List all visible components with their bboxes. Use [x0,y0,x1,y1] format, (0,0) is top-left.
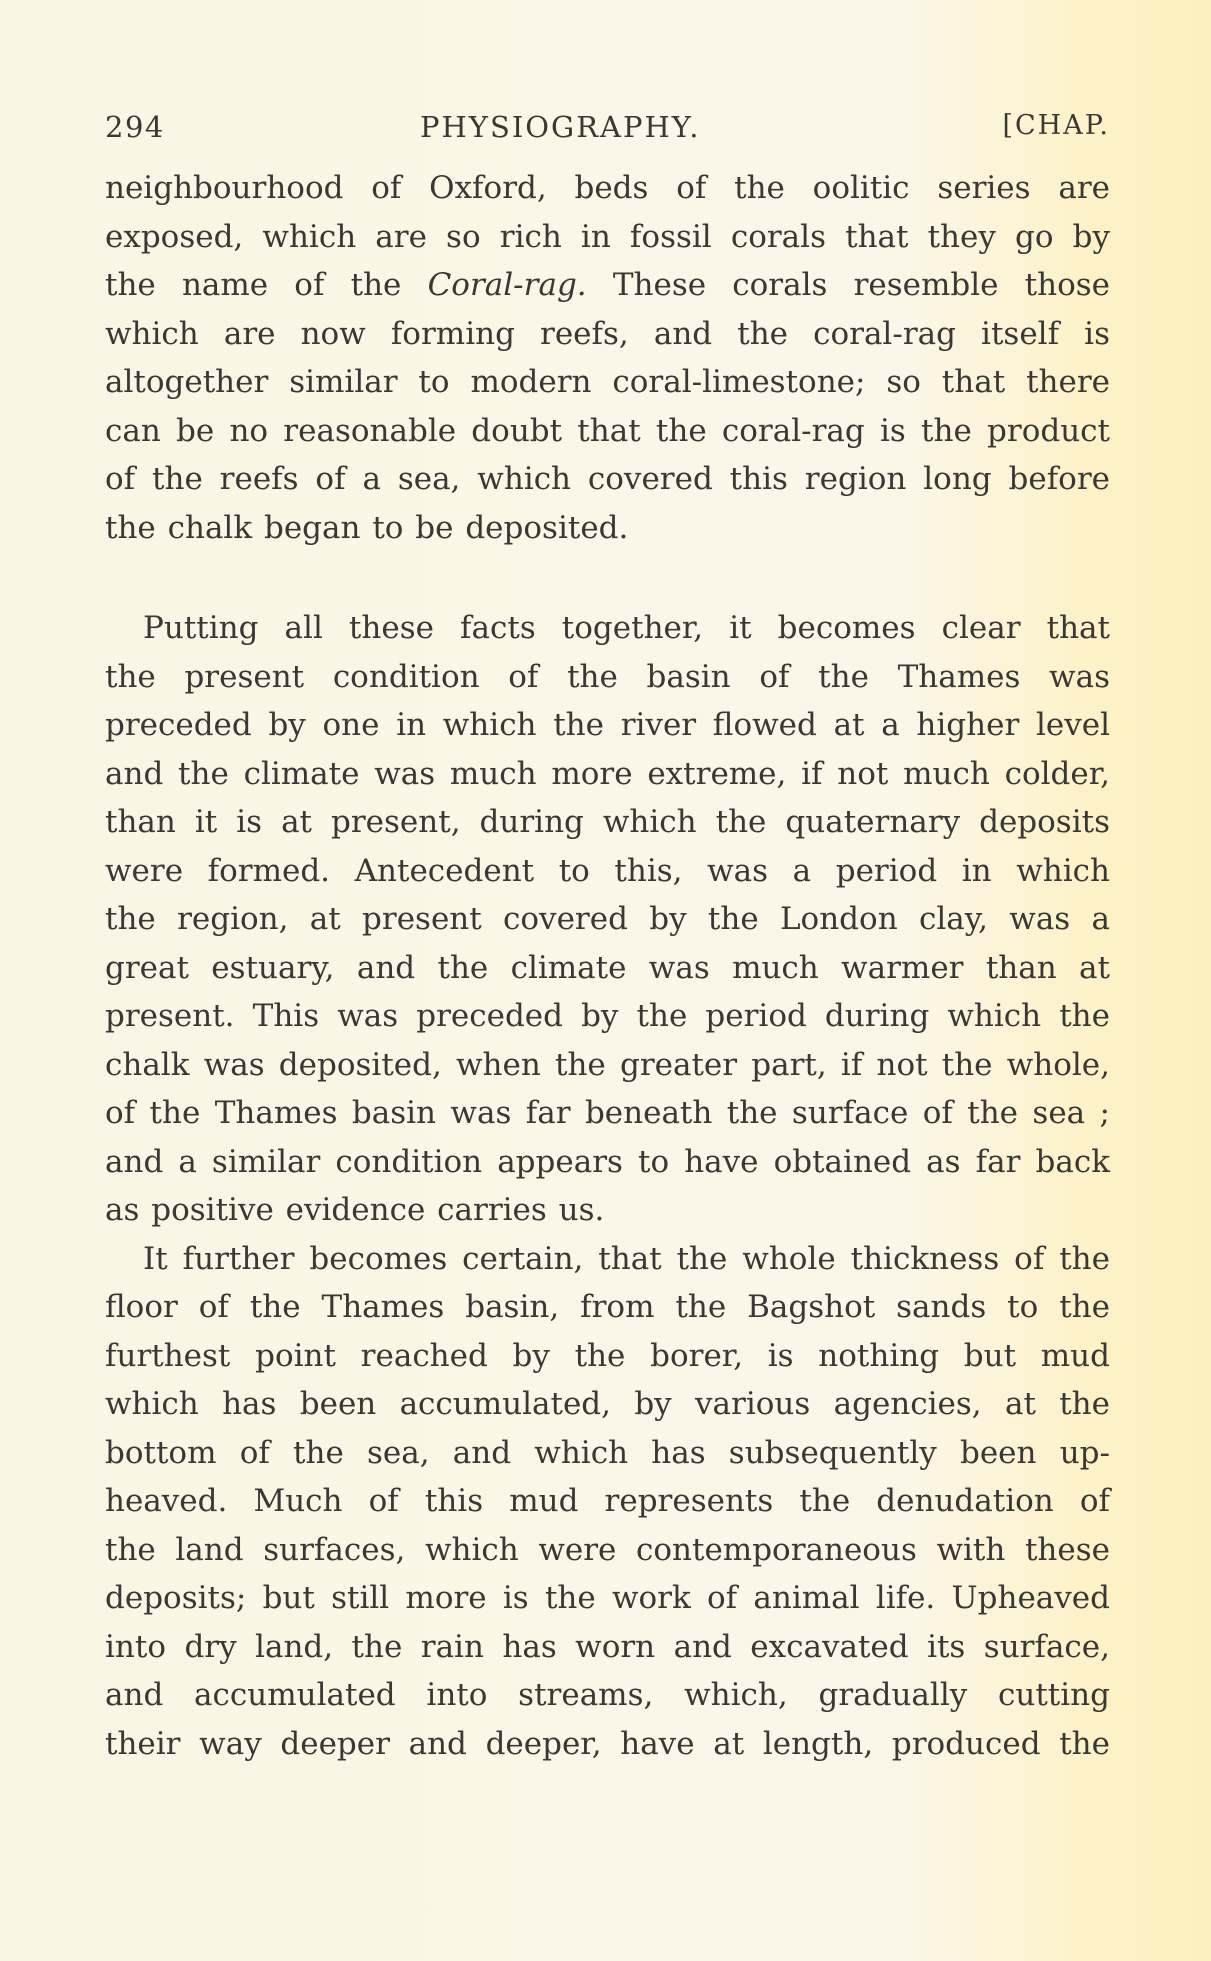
text-line: of the Thames basin was far beneath the surface of the sea ; [105,1095,1110,1131]
text-line: the chalk began to be deposited. [105,509,629,546]
text-segment: These corals resemble those [612,267,1111,303]
page-header [105,110,1110,156]
text-line: floor of the Thames basin, from the Bagshot sands to the [105,1289,1110,1325]
paragraph-1 [105,164,1110,552]
text-line: which has been accumulated, by various agencies, at the [105,1386,1110,1422]
text-line: their way deeper and deeper, have at length, produced the [105,1725,1110,1762]
text-line: Putting all these facts together, it becomes clear that [143,610,1110,646]
text-line: and a similar condition appears to have obtained as far back [105,1143,1110,1180]
page-number: 294 [105,110,165,144]
text-line: the present condition of the basin of the Thames was [105,658,1110,695]
text-line: were formed. Antecedent to this, was a period in which [105,852,1110,889]
text-line: exposed, which are so rich in fossil corals that they go by [105,218,1110,255]
italic-term: Coral-rag. [427,267,587,303]
text-line: of the reefs of a sea, which covered this region long before [105,461,1110,497]
text-line: into dry land, the rain has worn and excavated its surface, [105,1628,1110,1665]
text-line: than it is at present, during which the quaternary deposits [105,804,1110,840]
text-line: deposits; but still more is the work of animal life. Upheaved [105,1580,1110,1616]
text-line: which are now forming reefs, and the coral-rag itself is [105,315,1110,352]
text-line: neighbourhood of Oxford, beds of the oolitic series are [105,170,1110,206]
text-line: chalk was deposited, when the greater part, if not the whole, [105,1046,1110,1083]
text-line: bottom of the sea, and which has subsequently been up- [105,1434,1110,1471]
text-line: great estuary, and the climate was much warmer than at [105,949,1110,986]
paragraph-2 [105,604,1110,1235]
text-line: can be no reasonable doubt that the coral-rag is the product [105,412,1110,449]
paragraph-3 [105,1235,1110,1769]
text-line: present. This was preceded by the period during which the [105,998,1110,1034]
text-line: furthest point reached by the borer, is nothing but mud [105,1337,1110,1374]
text-line: It further becomes certain, that the whole thickness of the [143,1240,1110,1277]
text-line: heaved. Much of this mud represents the denudation of [105,1483,1110,1519]
text-line: the land surfaces, which were contemporaneous with these [105,1531,1110,1568]
text-line: preceded by one in which the river flowed at a higher level [105,707,1110,743]
text-line: as positive evidence carries us. [105,1192,605,1228]
text-line-with-italic [105,261,1110,310]
text-line: and accumulated into streams, which, gradually cutting [105,1677,1110,1713]
text-line: and the climate was much more extreme, if not much colder, [105,755,1110,792]
text-line: altogether similar to modern coral-limestone; so that there [105,364,1110,400]
page [105,110,1110,1768]
text-segment: the name of the [105,267,402,303]
running-title: PHYSIOGRAPHY. [420,110,701,144]
text-line: the region, at present covered by the London clay, was a [105,901,1110,937]
chapter-label: [CHAP. [1002,110,1110,141]
